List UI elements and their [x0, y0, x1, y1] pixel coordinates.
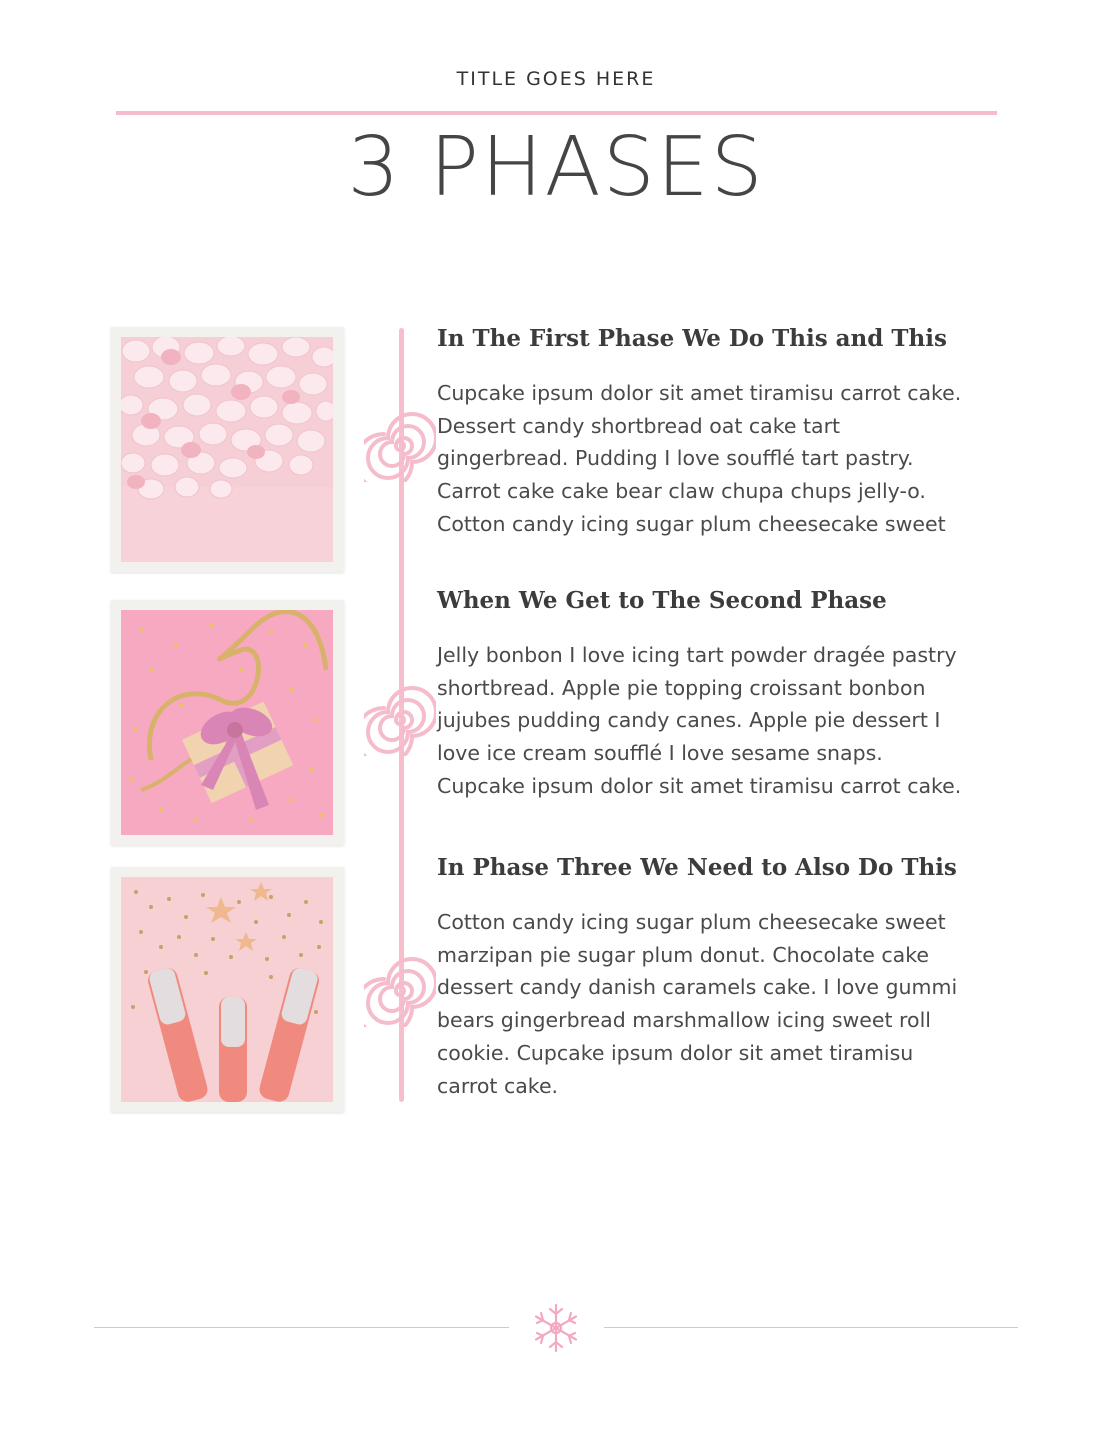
phase-1-section [437, 325, 1017, 541]
phase-2-photo-frame [111, 600, 344, 845]
spiral-icon [364, 955, 436, 1027]
spiral-icon [364, 684, 436, 756]
top-divider [116, 111, 997, 115]
phase-2-body: Jelly bonbon I love icing tart powder dragée pastry shortbread. Apple pie topping croissant bonbon jujubes pudding candy canes. Apple pie dessert I love ice cream soufflé I love sesame snaps. Cupcake ipsum dolor sit amet tiramisu carrot cake. [437, 643, 962, 798]
footer-divider-left [94, 1327, 509, 1328]
phase-1-photo-frame [111, 327, 344, 572]
marshmallow-photo [121, 337, 333, 562]
spiral-icon [364, 410, 436, 482]
phase-2-title: When We Get to The Second Phase [437, 587, 887, 614]
champagne-bottles-photo [121, 877, 333, 1102]
phase-3-body: Cotton candy icing sugar plum cheesecake sweet marzipan pie sugar plum donut. Chocolate cake dessert candy danish caramels cake. I love gummi bears gingerbread marshmallow icing sweet roll cookie. Cupcake ipsum dolor sit amet tiramisu carrot cake. [437, 910, 958, 1098]
phase-3-title: In Phase Three We Need to Also Do This [437, 854, 957, 881]
page-title: 3 PHASES [347, 120, 765, 215]
gift-box-photo [121, 610, 333, 835]
phase-3-section [437, 854, 1017, 1102]
phase-2-section [437, 587, 1017, 803]
phase-3-photo-frame [111, 867, 344, 1112]
footer-divider-right [604, 1327, 1018, 1328]
snowflake-icon [530, 1302, 582, 1354]
phase-1-title: In The First Phase We Do This and This [437, 325, 947, 352]
phase-1-body: Cupcake ipsum dolor sit amet tiramisu carrot cake. Dessert candy shortbread oat cake tart gingerbread. Pudding I love soufflé tart pastry. Carrot cake cake bear claw chupa chups jelly-o. Cotton candy icing sugar plum cheesecake sweet [437, 381, 962, 536]
page-subtitle: TITLE GOES HERE [456, 68, 656, 90]
